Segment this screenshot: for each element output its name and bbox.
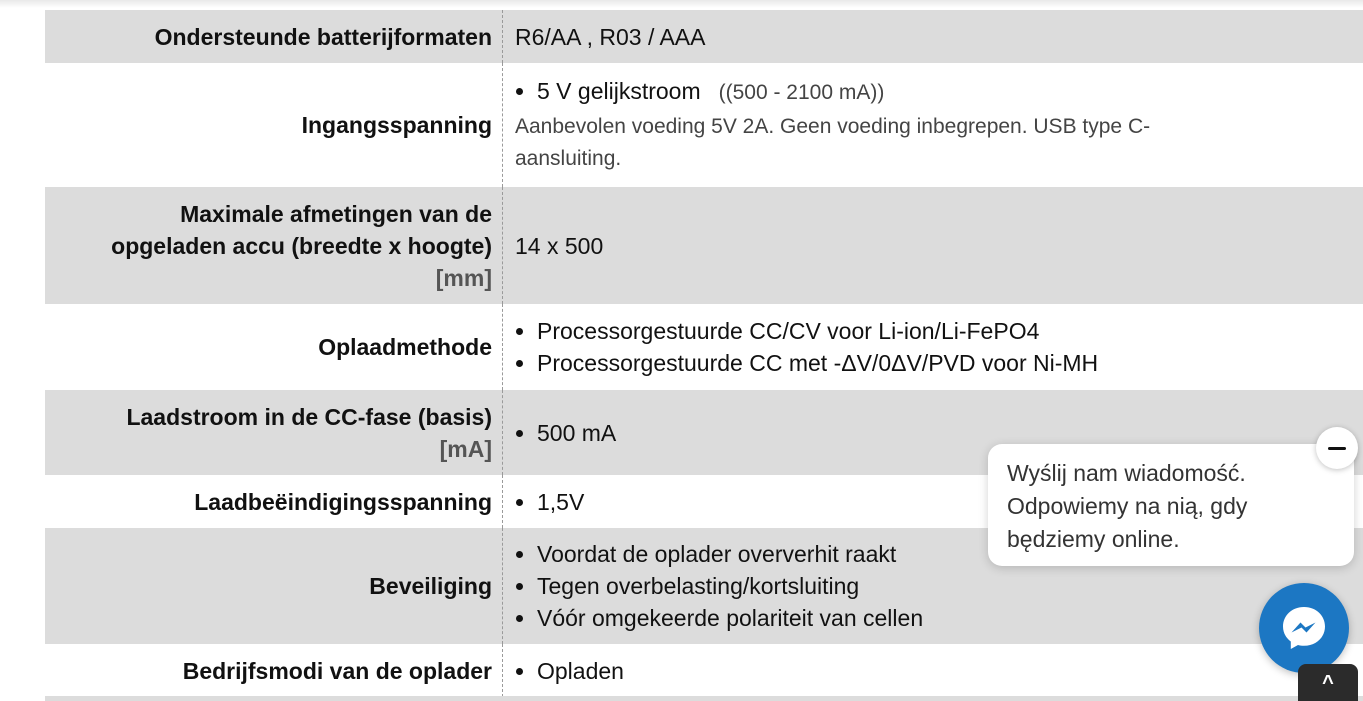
spec-unit: [mm] bbox=[435, 264, 492, 291]
bullet-text: 5 V gelijkstroom bbox=[537, 78, 701, 104]
list-item: • 500 mA bbox=[537, 417, 1351, 449]
chevron-up-icon: ^ bbox=[1322, 672, 1334, 694]
spec-table bbox=[45, 10, 1363, 697]
spec-unit: [mA] bbox=[439, 435, 492, 462]
spec-row-max-dimensions bbox=[45, 187, 1363, 304]
spec-row-battery-formats bbox=[45, 10, 1363, 63]
scroll-to-top-button[interactable] bbox=[1298, 664, 1358, 701]
spec-label bbox=[45, 304, 503, 390]
spec-value bbox=[503, 10, 1363, 63]
spec-label bbox=[45, 63, 503, 187]
messenger-launcher-button[interactable] bbox=[1259, 583, 1349, 673]
list-item: • Voordat de oplader oververhit raakt bbox=[537, 538, 1351, 570]
next-row-edge bbox=[45, 696, 1363, 701]
spec-value bbox=[503, 644, 1363, 697]
list-item: • Processorgestuurde CC/CV voor Li-ion/Li-FePO4 bbox=[537, 315, 1351, 347]
chat-close-button[interactable] bbox=[1316, 427, 1358, 469]
spec-label bbox=[45, 528, 503, 644]
spec-value bbox=[503, 304, 1363, 390]
spec-row-operating-modes bbox=[45, 644, 1363, 697]
spec-label bbox=[45, 10, 503, 63]
spec-label-text: Laadstroom in de CC-fase (basis) bbox=[126, 403, 492, 430]
chat-message-bubble[interactable] bbox=[988, 444, 1354, 566]
spec-label-text: Oplaadmethode bbox=[318, 334, 492, 360]
list-item: • Tegen overbelasting/kortsluiting bbox=[537, 570, 1351, 602]
spec-label-text: Bedrijfsmodi van de oplader bbox=[182, 657, 492, 684]
spec-bullet-list bbox=[515, 655, 1351, 687]
spec-value-text: R6/AA , R03 / AAA bbox=[515, 23, 706, 50]
spec-label bbox=[45, 644, 503, 697]
spec-note: Aanbevolen voeding 5V 2A. Geen voeding inbegrepen. USB type C-aansluiting. bbox=[515, 115, 1151, 170]
spec-value-text: 14 x 500 bbox=[515, 232, 604, 259]
spec-label-text: Ingangsspanning bbox=[301, 112, 492, 138]
list-item: • 1,5V bbox=[537, 486, 1351, 518]
top-shadow bbox=[0, 0, 1363, 8]
spec-row-input-voltage bbox=[45, 63, 1363, 187]
spec-value bbox=[503, 187, 1363, 304]
messenger-icon bbox=[1279, 603, 1329, 653]
spec-label-text: Ondersteunde batterijformaten bbox=[154, 23, 492, 50]
list-item: • Opladen bbox=[537, 655, 1351, 687]
spec-row-charging-method bbox=[45, 304, 1363, 390]
spec-label bbox=[45, 390, 503, 475]
minus-icon bbox=[1328, 447, 1346, 450]
bullet-extra: ((500 - 2100 mA)) bbox=[718, 81, 885, 104]
spec-label bbox=[45, 187, 503, 304]
spec-label-text: Beveiliging bbox=[369, 573, 492, 599]
list-item: • Processorgestuurde CC met -ΔV/0ΔV/PVD voor Ni-MH bbox=[537, 347, 1351, 379]
spec-label bbox=[45, 475, 503, 528]
list-item: • Vóór omgekeerde polariteit van cellen bbox=[537, 602, 1351, 634]
spec-bullet-list bbox=[515, 75, 1351, 109]
spec-label-text: Maximale afmetingen van de opgeladen accu (breedte x hoogte) bbox=[111, 200, 492, 259]
chat-message-text: Wyślij nam wiadomość. Odpowiemy na nią, gdy będziemy online. bbox=[1007, 460, 1248, 552]
spec-label-text: Laadbeëindigingsspanning bbox=[194, 488, 492, 515]
spec-bullet-list bbox=[515, 315, 1351, 379]
list-item bbox=[537, 75, 1351, 109]
spec-value bbox=[503, 63, 1363, 187]
